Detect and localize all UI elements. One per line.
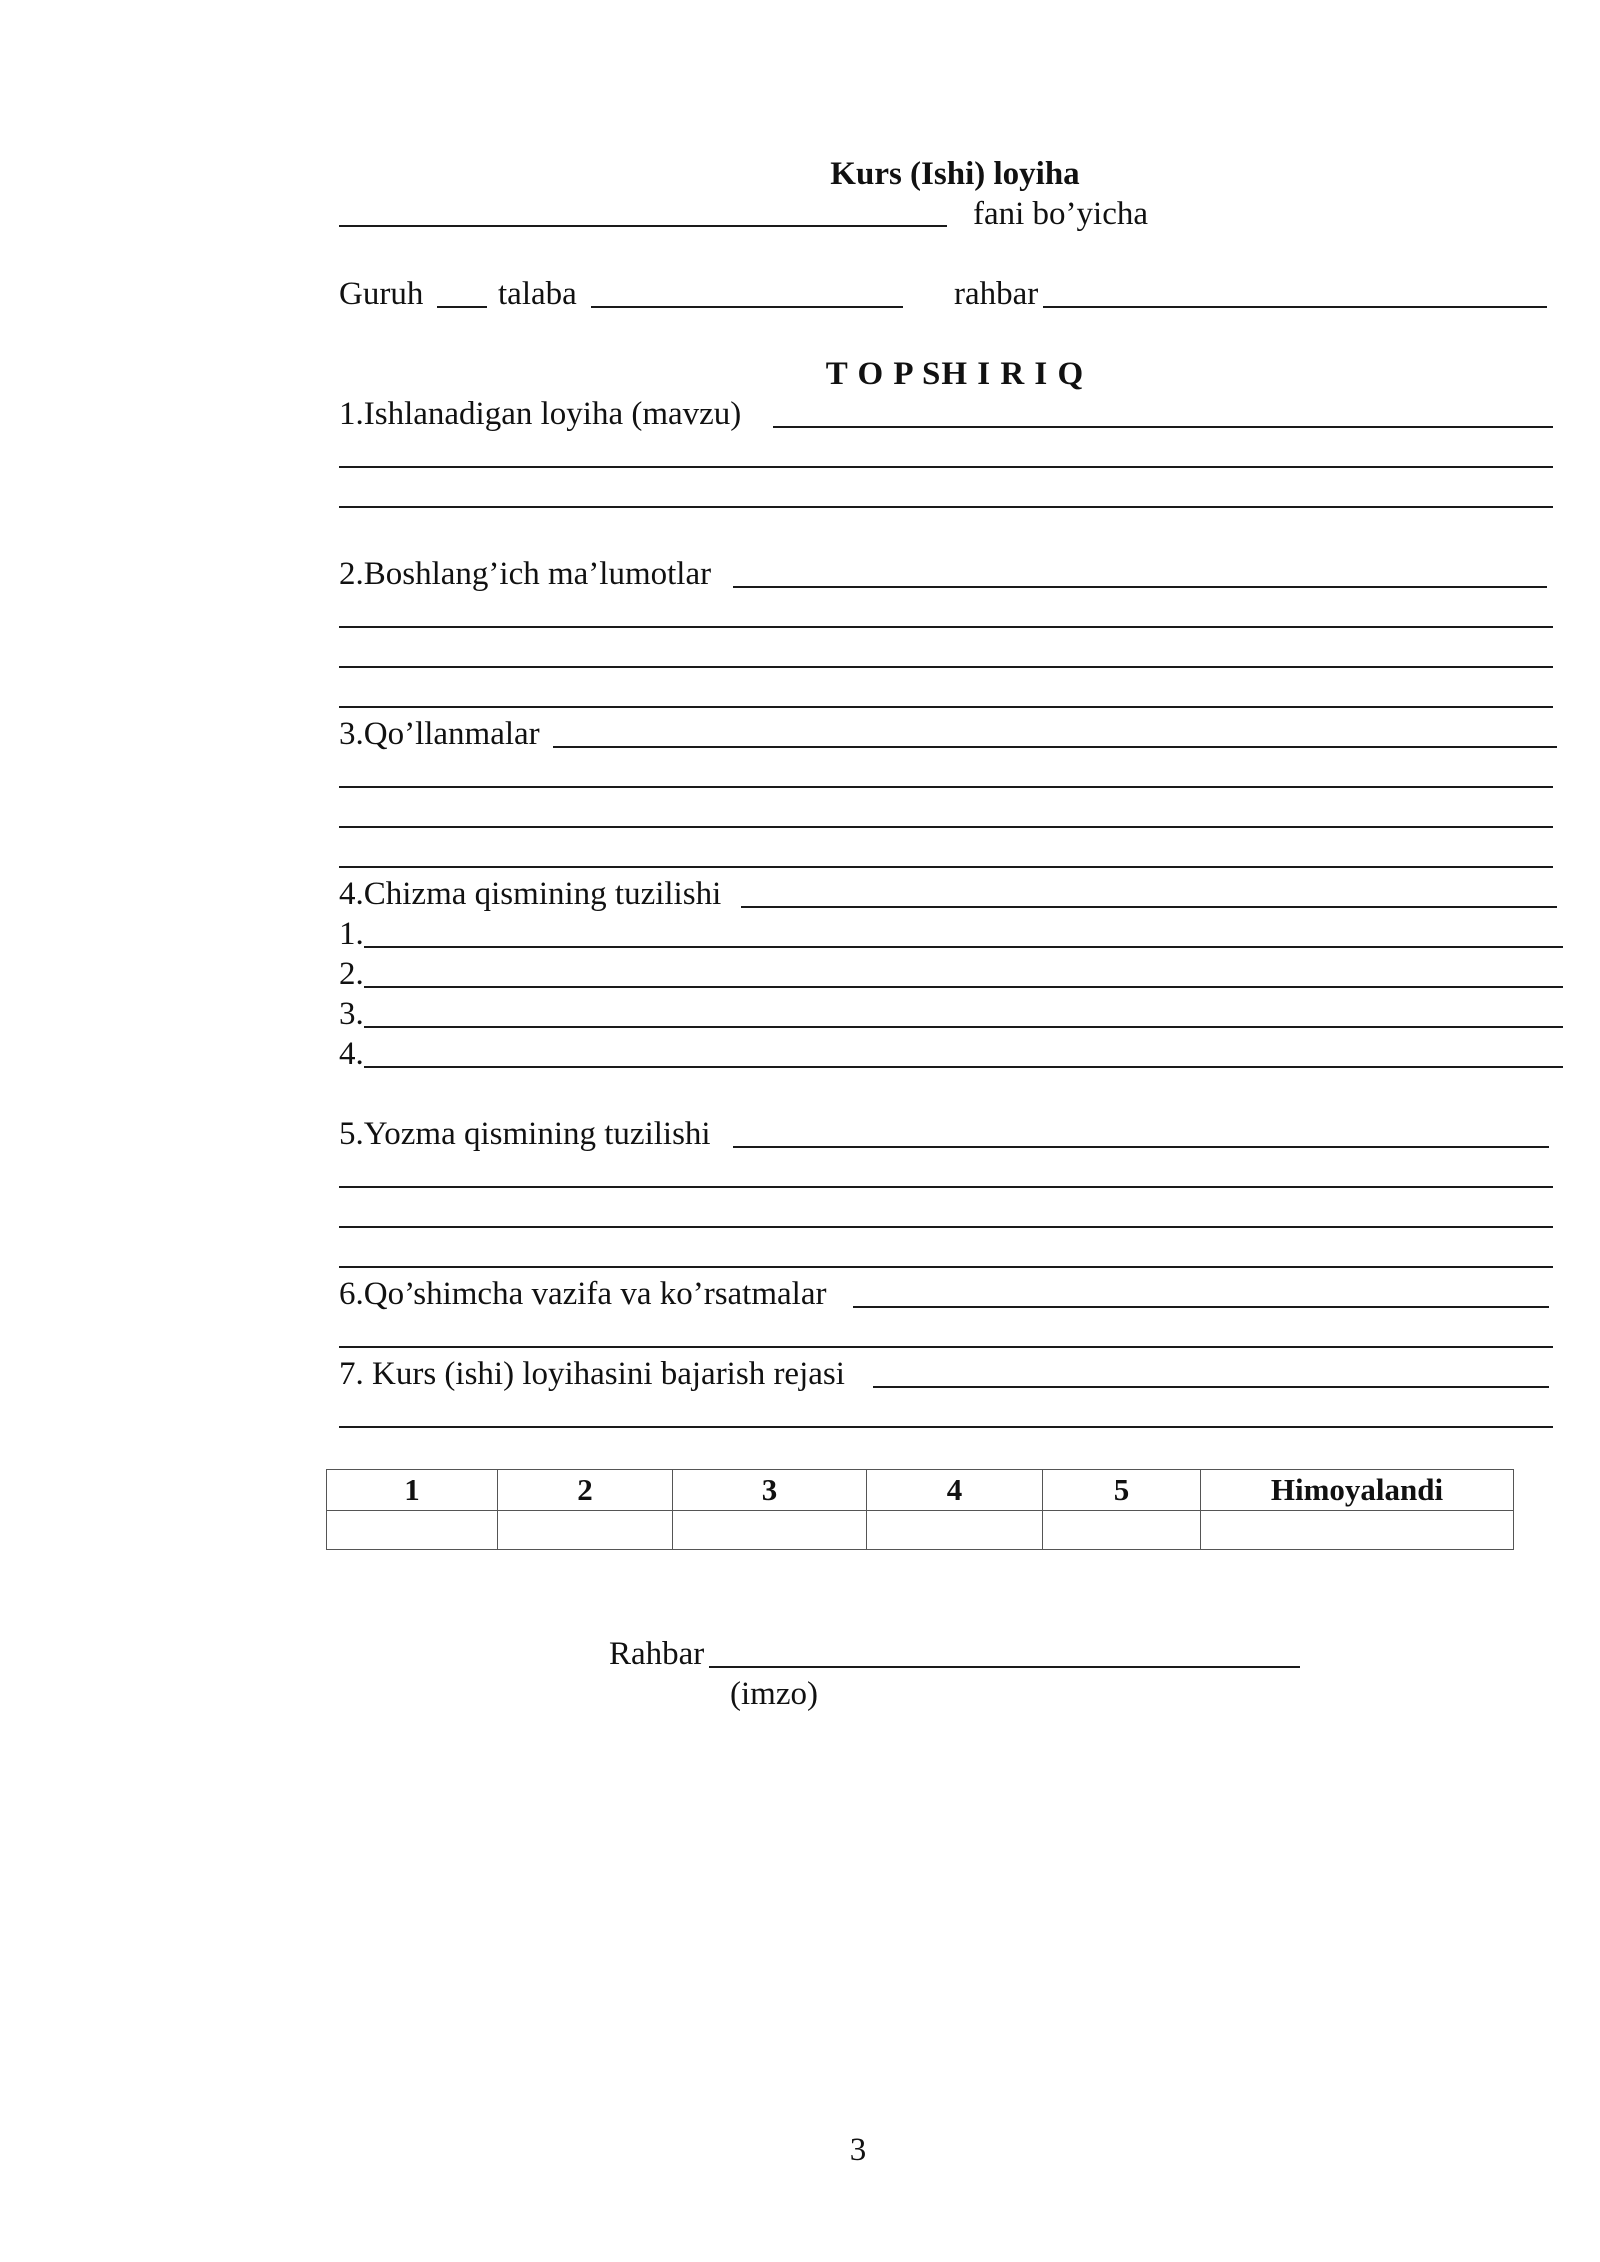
subject-blank-line xyxy=(339,225,947,227)
table-cell xyxy=(1201,1511,1514,1550)
section-2-blank-line xyxy=(339,626,1553,628)
section-7-label: 7. Kurs (ishi) loyihasini bajarish rejasi xyxy=(339,1356,845,1392)
table-header-cell: 1 xyxy=(327,1470,498,1511)
section-1-blank-line xyxy=(773,426,1553,428)
section-4-item-line xyxy=(364,986,1563,988)
signature-blank-line xyxy=(709,1666,1300,1668)
table-header-cell: Himoyalandi xyxy=(1201,1470,1514,1511)
section-4-item-label: 3. xyxy=(339,996,364,1032)
section-7-blank-line xyxy=(873,1386,1549,1388)
signature-label: Rahbar xyxy=(609,1636,705,1672)
group-label: Guruh xyxy=(339,276,424,312)
section-4-item-line xyxy=(364,1066,1563,1068)
section-3-blank-line xyxy=(339,786,1553,788)
table-header-row xyxy=(327,1470,1514,1511)
table-header-cell: 3 xyxy=(673,1470,867,1511)
section-2-blank-line xyxy=(339,666,1553,668)
student-blank-line xyxy=(591,306,903,308)
section-5-blank-line xyxy=(339,1266,1553,1268)
section-2-blank-line xyxy=(339,706,1553,708)
table-cell xyxy=(867,1511,1043,1550)
table-cell xyxy=(1043,1511,1201,1550)
section-6-label: 6.Qo’shimcha vazifa va ko’rsatmalar xyxy=(339,1276,827,1312)
assignment-title: T O P SH I R I Q xyxy=(825,356,1085,392)
table-header-cell: 5 xyxy=(1043,1470,1201,1511)
section-3-blank-line xyxy=(339,866,1553,868)
section-2-blank-line xyxy=(733,586,1547,588)
section-5-blank-line xyxy=(339,1226,1553,1228)
schedule-table xyxy=(326,1469,1514,1550)
supervisor-blank-line xyxy=(1043,306,1547,308)
student-label: talaba xyxy=(498,276,577,312)
table-cell xyxy=(327,1511,498,1550)
section-4-item-line xyxy=(364,1026,1563,1028)
section-7-blank-line xyxy=(339,1426,1553,1428)
section-4-item-line xyxy=(364,946,1563,948)
section-5-label: 5.Yozma qismining tuzilishi xyxy=(339,1116,711,1152)
section-3-blank-line xyxy=(339,826,1553,828)
section-2-label: 2.Boshlang’ich ma’lumotlar xyxy=(339,556,712,592)
section-4-item-label: 2. xyxy=(339,956,364,992)
table-row xyxy=(327,1511,1514,1550)
table-header-cell: 2 xyxy=(498,1470,673,1511)
document-title: Kurs (Ishi) loyiha xyxy=(830,156,1080,192)
table-header-cell: 4 xyxy=(867,1470,1043,1511)
signature-caption: (imzo) xyxy=(730,1676,818,1712)
section-3-blank-line xyxy=(553,746,1557,748)
supervisor-label: rahbar xyxy=(954,276,1039,312)
page-number: 3 xyxy=(849,2132,867,2168)
section-6-blank-line xyxy=(853,1306,1549,1308)
section-5-blank-line xyxy=(733,1146,1549,1148)
section-4-label: 4.Chizma qismining tuzilishi xyxy=(339,876,722,912)
section-4-item-label: 4. xyxy=(339,1036,364,1072)
subject-suffix-label: fani bo’yicha xyxy=(973,196,1149,232)
section-1-label: 1.Ishlanadigan loyiha (mavzu) xyxy=(339,396,742,432)
table-cell xyxy=(498,1511,673,1550)
section-5-blank-line xyxy=(339,1186,1553,1188)
section-4-item-label: 1. xyxy=(339,916,364,952)
section-3-label: 3.Qo’llanmalar xyxy=(339,716,540,752)
group-blank-line xyxy=(437,306,487,308)
section-1-blank-line xyxy=(339,466,1553,468)
table-cell xyxy=(673,1511,867,1550)
section-6-blank-line xyxy=(339,1346,1553,1348)
section-1-blank-line xyxy=(339,506,1553,508)
section-4-blank-line xyxy=(741,906,1557,908)
